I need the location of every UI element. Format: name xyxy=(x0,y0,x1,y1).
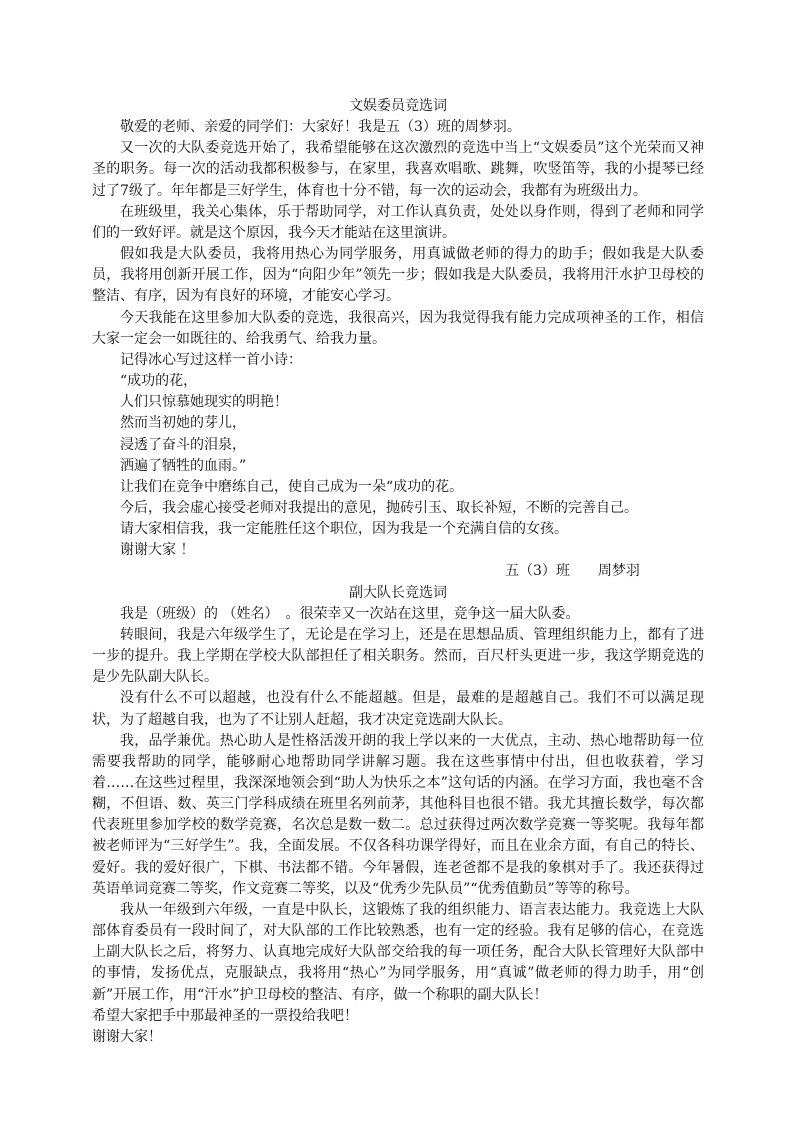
paragraph: 在班级里，我关心集体，乐于帮助同学，对工作认真负责，处处以身作则，得到了老师和同学们的一致好评。就是这个原因，我今天才能站在这里演讲。 xyxy=(92,203,704,241)
closing-line: 谢谢大家！ xyxy=(92,1028,162,1045)
paragraph: 谢谢大家 ！ xyxy=(120,542,195,559)
paragraph: 又一次的大队委竞选开始了，我希望能够在这次激烈的竞选中当上“文娱委员”这个光荣而又神圣的职务。每一次的活动我都积极参与，在家里，我喜欢唱歌、跳舞，吹竖笛等，我的小提琴已经过了7级了。年年都是三好学生，体育也十分不错，每一次的运动会，我都有为班级出力。 xyxy=(92,140,704,199)
closing-line: 希望大家把手中那最神圣的一票投给我吧！ xyxy=(92,1007,358,1024)
paragraph: 今后，我会虚心接受老师对我提出的意见，抛砖引玉、取长补短，不断的完善自己。 xyxy=(120,499,638,516)
poem-line: 浸透了奋斗的泪泉， xyxy=(120,436,246,453)
speech1-title: 文娱委员竞选词 xyxy=(349,98,447,114)
speech2-title: 副大队长竞选词 xyxy=(349,584,447,601)
poem-line: 洒遍了牺牲的血雨。” xyxy=(120,457,247,474)
poem-line: “成功的花， xyxy=(120,373,198,390)
paragraph: 假如我是大队委员，我将用热心为同学服务，用真诚做老师的得力的助手；假如我是大队委员，我将用创新开展工作，因为“向阳少年”领先一步；假如我是大队委员，我将用汗水护卫母校的整洁、有序，因为有良好的环境，才能安心学习。 xyxy=(92,246,704,305)
paragraph: 记得冰心写过这样一首小诗： xyxy=(120,351,302,368)
paragraph: 让我们在竞争中磨练自己，使自己成为一朵“成功的花。 xyxy=(120,478,464,495)
paragraph: 请大家相信我，我一定能胜任这个职位，因为我是一个充满自信的女孩。 xyxy=(120,521,568,538)
document-page xyxy=(92,96,704,1048)
paragraph: 我，品学兼优。热心助人是性格活泼开朗的我上学以来的一大优点，主动、热心地帮助每一位需要我帮助的同学，能够耐心地帮助同学讲解习题。我在这些事情中付出，但也收获着，学习着……在这些过程里，我深深地领会到“助人为快乐之本”这句话的内涵。在学习方面，我也毫不含糊，不但语、数、英三门学科成绩在班里名列前茅，其他科目也很不错。我尤其擅长数学，每次都代表班里参加学校的数学竞赛，名次总是数一数二。总过获得过两次数学竞赛一等奖呢。我每年都被老师评为“三好学生”。我，全面发展。不仅各科功课学得好，而且在业余方面，有自己的特长、爱好。我的爱好很广，下棋、书法都不错。今年暑假，连老爸都不是我的象棋对手了。我还获得过英语单词竞赛二等奖，作文竞赛二等奖，以及“优秀少先队员”“优秀值勤员”等等的称号。 xyxy=(92,732,704,897)
paragraph: 我从一年级到六年级，一直是中队长，这锻炼了我的组织能力、语言表达能力。我竞选上大队部体育委员有一段时间了，对大队部的工作比较熟悉，也有一定的经验。我有足够的信心，在竞选上副大队长之后，将努力、认真地完成好大队部交给我的每一项任务，配合大队长管理好大队部中的事情，发扬优点，克服缺点，我将用“热心”为同学服务，用“真诚”做老师的得力助手，用“创新”开展工作，用“汗水”护卫母校的整洁、有序，做一个称职的副大队长！ xyxy=(92,901,704,1003)
paragraph: 没有什么不可以超越，也没有什么不能超越。但是，最难的是超越自己。我们不可以满足现状，为了超越自我，也为了不让别人赶超，我才决定竞选副大队长。 xyxy=(92,690,704,728)
paragraph: 我是（班级）的 （姓名） 。很荣幸又一次站在这里，竞争这一届大队委。 xyxy=(120,605,580,622)
poem-line: 然而当初她的芽儿， xyxy=(120,415,246,432)
signature: 五（3）班 周梦羽 xyxy=(505,563,640,580)
paragraph: 敬爱的老师、亲爱的同学们：大家好！我是五（3）班的周梦羽。 xyxy=(120,119,521,136)
poem-line: 人们只惊慕她现实的明艳！ xyxy=(120,394,288,411)
paragraph: 转眼间，我是六年级学生了，无论是在学习上，还是在思想品质、管理组织能力上，都有了进一步的提升。我上学期在学校大队部担任了相关职务。然而，百尺杆头更进一步，我这学期竞选的是少先队副大队长。 xyxy=(92,626,704,686)
paragraph: 今天我能在这里参加大队委的竞选，我很高兴，因为我觉得我有能力完成项神圣的工作，相信大家一定会一如既往的、给我勇气、给我力量。 xyxy=(92,309,704,347)
